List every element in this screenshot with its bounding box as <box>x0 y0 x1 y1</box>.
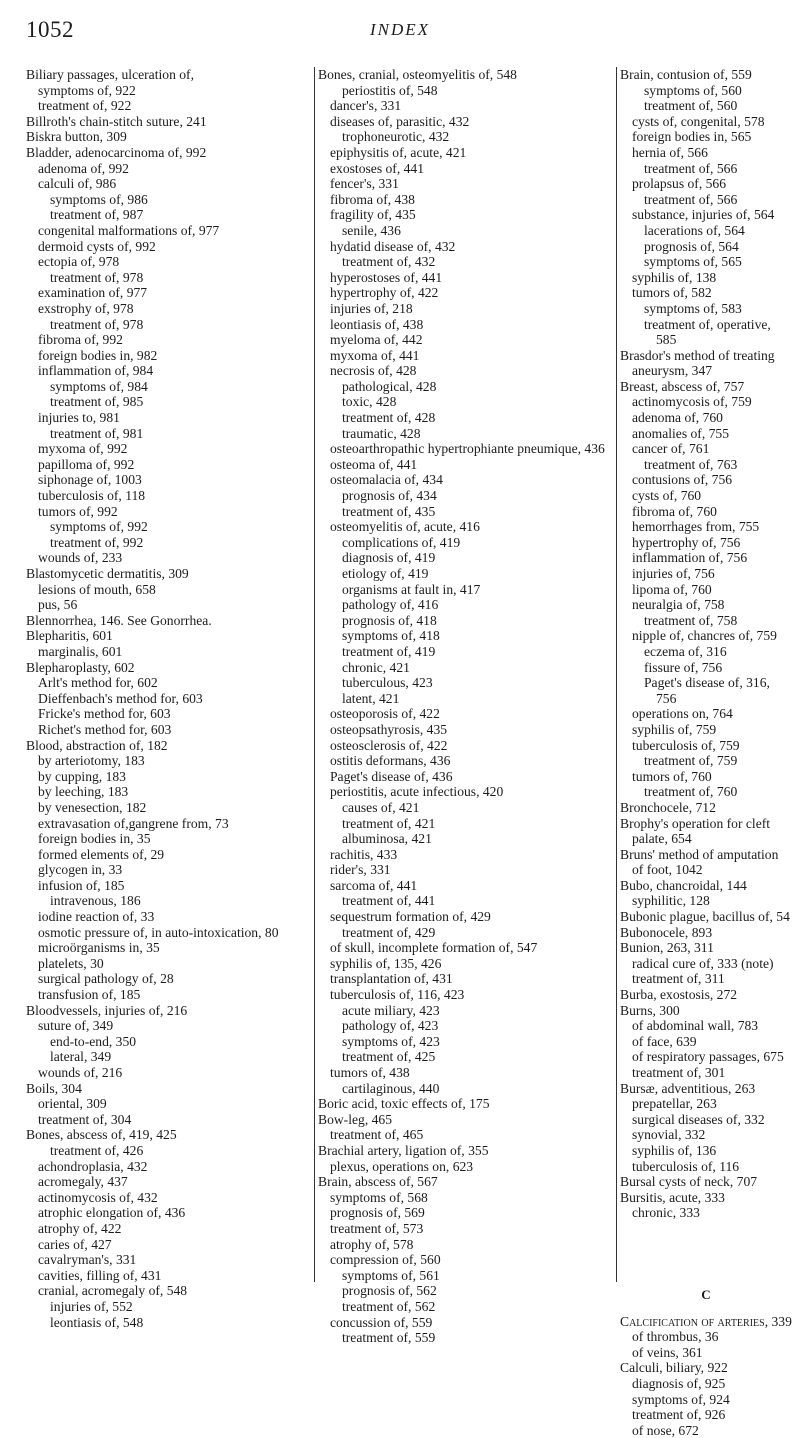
index-subentry: hypertrophy of, 422 <box>330 285 439 301</box>
index-column-2 <box>318 67 614 1346</box>
index-subentry: syphilis of, 136 <box>632 1142 717 1158</box>
index-subentry: treatment of, 311 <box>632 971 725 987</box>
index-entry: Biskra button, 309 <box>26 129 127 145</box>
index-subentry: wounds of, 216 <box>38 1065 123 1080</box>
index-subentry: treatment of, 985 <box>50 394 144 410</box>
index-entry: Breast, abscess of, 757 <box>620 378 745 394</box>
index-subentry: tumors of, 582 <box>632 285 712 301</box>
index-subentry: atrophy of, 422 <box>38 1220 122 1236</box>
index-subentry: ostitis deformans, 436 <box>330 753 451 769</box>
index-subentry: examination of, 977 <box>38 285 148 301</box>
index-subentry: substance, injuries of, 564 <box>632 207 775 223</box>
section-letter-c: C <box>701 1286 711 1302</box>
index-subentry: symptoms of, 583 <box>644 300 742 316</box>
index-entry: Calcification of arteries, 339 <box>620 1313 792 1329</box>
index-subentry: synovial, 332 <box>632 1127 706 1143</box>
index-subentry: transplantation of, 431 <box>330 971 453 987</box>
index-entry: Boils, 304 <box>26 1080 82 1096</box>
index-entry: Blastomycetic dermatitis, 309 <box>26 566 189 581</box>
index-subentry: symptoms of, 560 <box>644 82 742 98</box>
index-subentry: treatment of, 429 <box>342 924 436 940</box>
index-entry: Bruns' method of amputation of foot, 1042 <box>620 846 782 878</box>
index-subentry: symptoms of, 992 <box>50 519 148 535</box>
index-subentry: diseases of, parasitic, 432 <box>330 113 470 129</box>
index-subentry: eczema of, 316 <box>644 643 727 659</box>
index-subentry: of nose, 672 <box>632 1422 699 1438</box>
index-subentry: injuries to, 981 <box>38 410 120 426</box>
index-subentry: wounds of, 233 <box>38 550 123 566</box>
index-subentry: injuries of, 756 <box>632 566 715 581</box>
index-subentry: intravenous, 186 <box>50 893 141 909</box>
index-subentry: congenital malformations of, 977 <box>38 222 220 238</box>
index-entry: Bones, cranial, osteomyelitis of, 548 <box>318 67 517 82</box>
index-subentry: fragility of, 435 <box>330 207 416 223</box>
index-subentry: radical cure of, 333 (note) <box>632 955 774 971</box>
index-subentry: concussion of, 559 <box>330 1314 433 1330</box>
index-subentry: actinomycosis of, 759 <box>632 394 752 410</box>
page-number: 1052 <box>26 17 74 42</box>
index-subentry: of face, 639 <box>632 1033 697 1049</box>
index-subentry: cysts of, 760 <box>632 488 702 504</box>
index-entry: Brain, abscess of, 567 <box>318 1174 438 1190</box>
index-entry: Bursitis, acute, 333 <box>620 1189 725 1205</box>
index-entry: Burns, 300 <box>620 1002 680 1018</box>
index-subentry: fibroma of, 438 <box>330 191 415 207</box>
index-subentry: lipoma of, 760 <box>632 581 712 597</box>
index-subentry: pus, 56 <box>38 597 78 613</box>
index-subentry: lateral, 349 <box>50 1049 112 1065</box>
index-entry: Burba, exostosis, 272 <box>620 987 738 1003</box>
index-subentry: symptoms of, 418 <box>342 628 440 644</box>
index-subentry: treatment of, 573 <box>330 1220 424 1236</box>
index-subentry: syphilis of, 138 <box>632 269 717 285</box>
index-subentry: treatment of, 441 <box>342 893 436 909</box>
index-subentry: osteoarthropathic hypertrophiante pneumique, 436 <box>330 441 605 457</box>
index-subentry: prolapsus of, 566 <box>632 176 727 192</box>
index-subentry: syphilis of, 135, 426 <box>330 955 442 971</box>
index-subentry: inflammation of, 984 <box>38 363 154 379</box>
index-subentry: actinomycosis of, 432 <box>38 1189 158 1205</box>
index-subentry: symptoms of, 423 <box>342 1033 440 1049</box>
index-entry: Bones, abscess of, 419, 425 <box>26 1127 177 1143</box>
index-subentry: osteomalacia of, 434 <box>330 472 443 488</box>
index-subentry: treatment of, 759 <box>644 753 738 769</box>
index-subentry: fibroma of, 992 <box>38 332 123 348</box>
index-entries-b <box>620 67 792 1221</box>
index-subentry: periostitis, acute infectious, 420 <box>330 784 504 800</box>
index-subentry: treatment of, 566 <box>644 160 738 176</box>
index-subentry: tuberculous, 423 <box>342 675 433 691</box>
index-subentry: toxic, 428 <box>342 394 397 410</box>
index-subentry: Paget's disease of, 436 <box>330 768 453 784</box>
index-subentry: symptoms of, 986 <box>50 191 148 207</box>
index-subentry: complications of, 419 <box>342 534 461 550</box>
index-subentry: exostoses of, 441 <box>330 160 425 176</box>
index-subentry: operations on, 764 <box>632 706 733 722</box>
index-entry: Bunion, 263, 311 <box>620 940 714 956</box>
index-subentry: iodine reaction of, 33 <box>38 909 155 925</box>
index-subentry: fibroma of, 760 <box>632 503 717 519</box>
index-subentry: glycogen in, 33 <box>38 862 123 878</box>
index-subentry: sarcoma of, 441 <box>330 877 418 893</box>
index-subentry: prognosis of, 434 <box>342 488 437 504</box>
index-subentry: myxoma of, 441 <box>330 347 420 363</box>
index-subentry: marginalis, 601 <box>38 643 123 659</box>
index-subentry: surgical pathology of, 28 <box>38 971 174 987</box>
index-subentry: acromegaly, 437 <box>38 1174 128 1190</box>
index-subentry: nipple of, chancres of, 759 <box>632 628 777 644</box>
index-subentry: treatment of, 301 <box>632 1065 726 1080</box>
index-subentry: pathological, 428 <box>342 378 437 394</box>
index-subentry: treatment of, 435 <box>342 503 436 519</box>
index-subentry: adenoma of, 760 <box>632 410 723 426</box>
index-entry: Brasdor's method of treating aneurysm, 347 <box>620 347 778 379</box>
index-subentry: compression of, 560 <box>330 1252 441 1268</box>
index-entry: Bow-leg, 465 <box>318 1111 393 1127</box>
index-subentry: dancer's, 331 <box>330 98 402 114</box>
index-subentry: plexus, operations on, 623 <box>330 1158 474 1174</box>
index-column-3 <box>620 67 792 1438</box>
index-subentry: ectopia of, 978 <box>38 254 120 270</box>
index-subentry: prepatellar, 263 <box>632 1096 717 1112</box>
index-subentry: adenoma of, 992 <box>38 160 129 176</box>
index-subentry: of abdominal wall, 783 <box>632 1018 759 1034</box>
index-subentry: tumors of, 438 <box>330 1065 410 1080</box>
index-subentry: papilloma of, 992 <box>38 456 135 472</box>
index-subentry: osteoma of, 441 <box>330 456 418 472</box>
index-subentry: Paget's disease of, 316, 756 <box>644 675 774 706</box>
index-entry: Bronchocele, 712 <box>620 799 716 815</box>
index-entry: Bubo, chancroidal, 144 <box>620 877 747 893</box>
index-subentry: of skull, incomplete formation of, 547 <box>330 940 538 956</box>
index-subentry: contusions of, 756 <box>632 472 733 488</box>
index-subentry: tumors of, 760 <box>632 768 712 784</box>
index-entry: Bloodvessels, injuries of, 216 <box>26 1002 188 1018</box>
index-subentry: treatment of, 559 <box>342 1330 436 1346</box>
index-subentry: Fricke's method for, 603 <box>38 706 171 722</box>
index-subentry: treatment of, operative, 585 <box>644 316 775 348</box>
index-subentry: exstrophy of, 978 <box>38 300 134 316</box>
index-subentry: of respiratory passages, 675 <box>632 1049 784 1065</box>
index-subentry: lesions of mouth, 658 <box>38 581 156 597</box>
running-title: INDEX <box>369 20 431 39</box>
index-subentry: symptoms of, 924 <box>632 1391 730 1407</box>
index-subentry: tumors of, 992 <box>38 503 118 519</box>
index-subentry: suture of, 349 <box>38 1018 114 1034</box>
index-subentry: pathology of, 423 <box>342 1018 439 1034</box>
index-subentry: chronic, 421 <box>342 659 410 675</box>
index-subentry: albuminosa, 421 <box>342 831 432 847</box>
index-subentry: lacerations of, 564 <box>644 222 745 238</box>
index-subentry: osteosclerosis of, 422 <box>330 737 448 753</box>
index-subentry: tuberculosis of, 116, 423 <box>330 987 465 1003</box>
index-subentry: symptoms of, 561 <box>342 1267 440 1283</box>
index-subentry: end-to-end, 350 <box>50 1033 137 1049</box>
index-subentry: inflammation of, 756 <box>632 550 748 566</box>
index-subentry: cartilaginous, 440 <box>342 1080 440 1096</box>
index-subentry: cranial, acromegaly of, 548 <box>38 1283 188 1299</box>
index-subentry: treatment of, 465 <box>330 1127 424 1143</box>
index-entry: Billroth's chain-stitch suture, 241 <box>26 113 207 129</box>
index-subentry: sequestrum formation of, 429 <box>330 909 491 925</box>
index-subentry: hyperostoses of, 441 <box>330 269 443 285</box>
index-subentry: osteopsathyrosis, 435 <box>330 721 448 737</box>
index-entry: Boric acid, toxic effects of, 175 <box>318 1096 490 1112</box>
column-divider <box>314 67 315 1282</box>
index-subentry: leontiasis of, 438 <box>330 316 424 332</box>
index-subentry: myxoma of, 992 <box>38 441 128 457</box>
index-entry: Brachial artery, ligation of, 355 <box>318 1142 489 1158</box>
index-subentry: symptoms of, 568 <box>330 1189 428 1205</box>
index-subentry: by leeching, 183 <box>38 784 129 800</box>
index-subentry: diagnosis of, 925 <box>632 1375 726 1391</box>
index-subentry: cysts of, congenital, 578 <box>632 113 765 129</box>
index-subentry: osteomyelitis of, acute, 416 <box>330 519 480 535</box>
index-subentry: treatment of, 978 <box>50 269 144 285</box>
index-subentry: treatment of, 926 <box>632 1407 726 1423</box>
index-entry: Bursal cysts of neck, 707 <box>620 1174 758 1190</box>
index-subentry: trophoneurotic, 432 <box>342 129 450 145</box>
index-subentry: treatment of, 432 <box>342 254 436 270</box>
index-entries-c <box>620 1314 792 1438</box>
index-subentry: platelets, 30 <box>38 955 104 971</box>
index-subentry: infusion of, 185 <box>38 877 125 893</box>
section-gap <box>620 1221 792 1287</box>
index-subentry: prognosis of, 569 <box>330 1205 425 1221</box>
index-subentry: diagnosis of, 419 <box>342 550 436 566</box>
index-subentry: microörganisms in, 35 <box>38 940 160 956</box>
index-subentry: by arteriotomy, 183 <box>38 753 145 769</box>
index-subentry: epiphysitis of, acute, 421 <box>330 144 467 160</box>
index-subentry: prognosis of, 562 <box>342 1283 437 1299</box>
index-subentry: siphonage of, 1003 <box>38 472 142 488</box>
index-subentry: treatment of, 428 <box>342 410 436 426</box>
index-subentry: symptoms of, 984 <box>50 378 148 394</box>
index-subentry: organisms at fault in, 417 <box>342 581 481 597</box>
index-subentry: fissure of, 756 <box>644 659 723 675</box>
index-subentry: treatment of, 419 <box>342 643 436 659</box>
index-subentry: necrosis of, 428 <box>330 363 417 379</box>
index-entry: Bursæ, adventitious, 263 <box>620 1080 756 1096</box>
index-subentry: treatment of, 978 <box>50 316 144 332</box>
index-subentry: Dieffenbach's method for, 603 <box>38 690 203 706</box>
index-subentry: leontiasis of, 548 <box>50 1314 144 1330</box>
index-subentry: oriental, 309 <box>38 1096 107 1112</box>
index-subentry: foreign bodies in, 565 <box>632 129 752 145</box>
index-subentry: treatment of, 426 <box>50 1142 144 1158</box>
index-subentry: osteoporosis of, 422 <box>330 706 440 722</box>
index-subentry: dermoid cysts of, 992 <box>38 238 156 254</box>
index-subentry: extravasation of,gangrene from, 73 <box>38 815 229 831</box>
index-subentry: cavalryman's, 331 <box>38 1252 137 1268</box>
index-subentry: treatment of, 562 <box>342 1298 436 1314</box>
index-entry: Bladder, adenocarcinoma of, 992 <box>26 144 207 160</box>
index-subentry: syphilitic, 128 <box>632 893 710 909</box>
index-subentry: causes of, 421 <box>342 799 420 815</box>
index-subentry: treatment of, 760 <box>644 784 738 800</box>
index-subentry: rider's, 331 <box>330 862 391 878</box>
index-subentry: treatment of, 566 <box>644 191 738 207</box>
index-subentry: symptoms of, 922 <box>38 82 136 98</box>
index-subentry: treatment of, 304 <box>38 1111 132 1127</box>
page-header <box>0 0 800 60</box>
index-entry: Biliary passages, ulceration of, <box>26 67 194 82</box>
index-entry: Blennorrhea, 146. See Gonorrhea. <box>26 612 212 628</box>
index-column-1 <box>26 67 311 1330</box>
index-subentry: foreign bodies in, 35 <box>38 831 151 847</box>
column-divider <box>616 67 617 1282</box>
index-subentry: injuries of, 552 <box>50 1298 133 1314</box>
index-entry: Bubonic plague, bacillus of, 54 <box>620 909 790 925</box>
index-entry: Brain, contusion of, 559 <box>620 67 752 82</box>
index-subentry: anomalies of, 755 <box>632 425 730 441</box>
index-subentry: latent, 421 <box>342 690 400 706</box>
index-subentry: achondroplasia, 432 <box>38 1158 148 1174</box>
index-subentry: myeloma of, 442 <box>330 332 423 348</box>
index-subentry: acute miliary, 423 <box>342 1002 440 1018</box>
index-subentry: treatment of, 560 <box>644 98 738 114</box>
index-subentry: foreign bodies in, 982 <box>38 347 158 363</box>
index-entry: Bubonocele, 893 <box>620 924 713 940</box>
index-subentry: prognosis of, 418 <box>342 612 437 628</box>
index-subentry: osmotic pressure of, in auto-intoxication, 80 <box>38 924 279 940</box>
index-subentry: treatment of, 421 <box>342 815 436 831</box>
index-entry: Brophy's operation for cleft palate, 654 <box>620 815 774 847</box>
index-subentry: syphilis of, 759 <box>632 721 717 737</box>
index-subentry: treatment of, 425 <box>342 1049 436 1065</box>
index-subentry: traumatic, 428 <box>342 425 421 441</box>
index-subentry: atrophic elongation of, 436 <box>38 1205 186 1221</box>
index-subentry: hydatid disease of, 432 <box>330 238 456 254</box>
index-subentry: chronic, 333 <box>632 1205 700 1221</box>
index-subentry: calculi of, 986 <box>38 176 117 192</box>
index-subentry: caries of, 427 <box>38 1236 112 1252</box>
index-subentry: by venesection, 182 <box>38 799 147 815</box>
index-subentry: treatment of, 922 <box>38 98 132 114</box>
index-entry: Blepharoplasty, 602 <box>26 659 135 675</box>
index-subentry: of veins, 361 <box>632 1344 703 1360</box>
index-subentry: symptoms of, 565 <box>644 254 742 270</box>
index-subentry: treatment of, 758 <box>644 612 738 628</box>
index-subentry: injuries of, 218 <box>330 300 413 316</box>
index-subentry: tuberculosis of, 118 <box>38 488 146 504</box>
index-subentry: prognosis of, 564 <box>644 238 739 254</box>
index-subentry: pathology of, 416 <box>342 597 439 613</box>
index-entry: Blood, abstraction of, 182 <box>26 737 168 753</box>
index-subentry: Arlt's method for, 602 <box>38 675 158 691</box>
index-subentry: of thrombus, 36 <box>632 1329 719 1345</box>
index-subentry: cancer of, 761 <box>632 441 710 457</box>
index-subentry: etiology of, 419 <box>342 566 429 581</box>
index-subentry: surgical diseases of, 332 <box>632 1111 765 1127</box>
index-subentry: senile, 436 <box>342 222 401 238</box>
index-subentry: treatment of, 992 <box>50 534 144 550</box>
index-subentry: hemorrhages from, 755 <box>632 519 760 535</box>
index-subentry: hernia of, 566 <box>632 144 708 160</box>
index-subentry: neuralgia of, 758 <box>632 597 725 613</box>
index-subentry: cavities, filling of, 431 <box>38 1267 162 1283</box>
index-subentry: fencer's, 331 <box>330 176 399 192</box>
index-subentry: tuberculosis of, 116 <box>632 1158 740 1174</box>
index-subentry: hypertrophy of, 756 <box>632 534 741 550</box>
index-entry: Blepharitis, 601 <box>26 628 113 644</box>
index-subentry: atrophy of, 578 <box>330 1236 414 1252</box>
index-subentry: treatment of, 763 <box>644 456 738 472</box>
index-subentry: Richet's method for, 603 <box>38 721 172 737</box>
index-subentry: by cupping, 183 <box>38 768 126 784</box>
index-subentry: transfusion of, 185 <box>38 987 141 1003</box>
index-subentry: tuberculosis of, 759 <box>632 737 740 753</box>
index-subentry: formed elements of, 29 <box>38 846 165 862</box>
index-subentry: treatment of, 987 <box>50 207 144 223</box>
index-entry: Calculi, biliary, 922 <box>620 1360 728 1376</box>
index-subentry: periostitis of, 548 <box>342 82 438 98</box>
index-subentry: rachitis, 433 <box>330 846 398 862</box>
index-subentry: treatment of, 981 <box>50 425 144 441</box>
